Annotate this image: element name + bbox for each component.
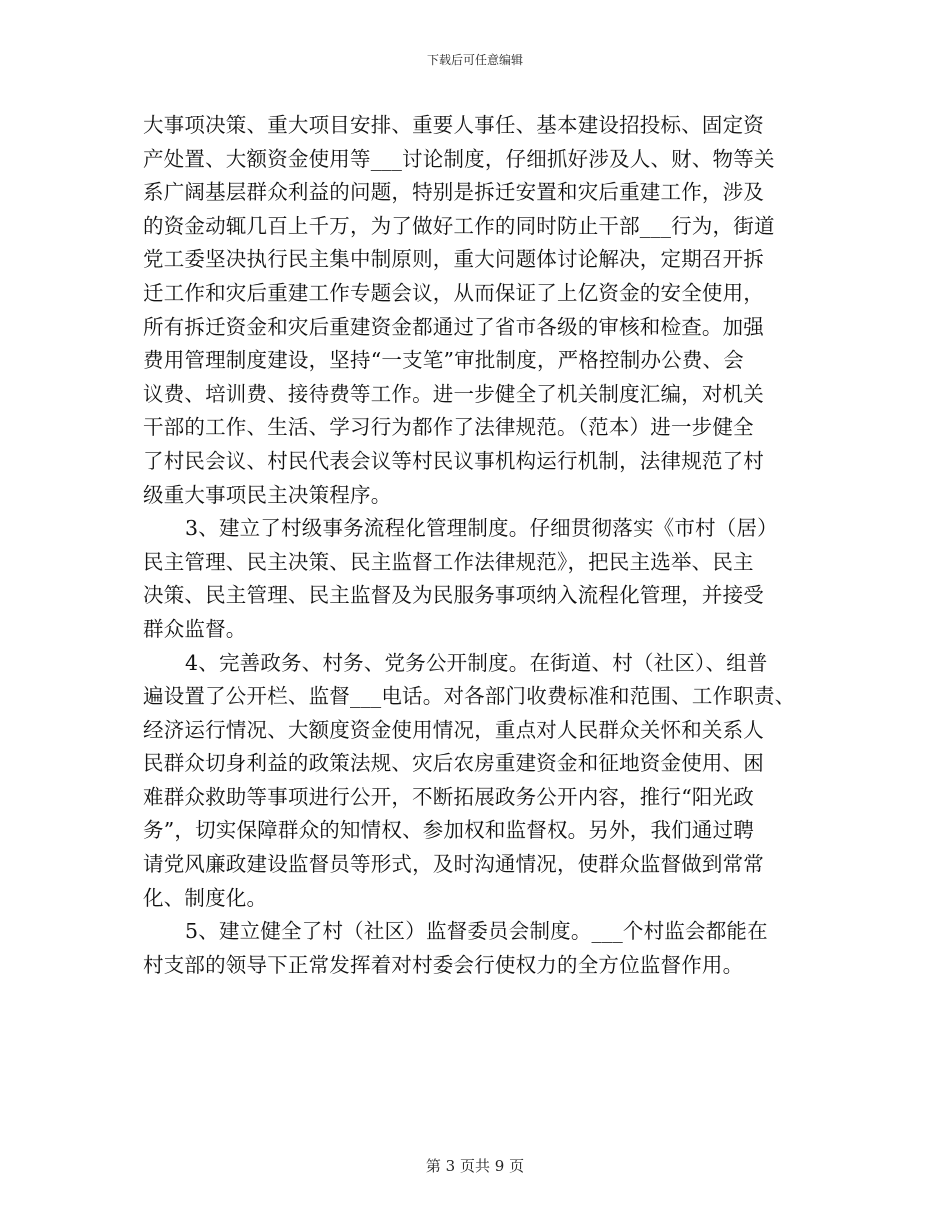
text-line: 经济运行情况、大额度资金使用情况，重点对人民群众关怀和关系人 [143,717,764,742]
text-line: 3、建立了村级事务流程化管理制度。仔细贯彻落实《市村（居） [185,516,778,541]
text-line: 议费、培训费、接待费等工作。进一步健全了机关制度汇编，对机关 [143,381,764,406]
text-line: 大事项决策、重大项目安排、重要人事任、基本建设招投标、固定资 [143,113,764,137]
text-line: 民群众切身利益的政策法规、灾后农房重建资金和征地资金使用、困 [143,751,764,776]
text-line: 务”，切实保障群众的知情权、参加权和监督权。另外，我们通过聘 [143,818,754,843]
text-line: 党工委坚决执行民主集中制原则，重大问题体讨论解决，定期召开拆 [143,247,764,272]
paragraph-4 [143,915,823,982]
text-line: 迁工作和灾后重建工作专题会议，从而保证了上亿资金的安全使用， [143,280,764,305]
text-line: 民主管理、民主决策、民主监督工作法律规范》，把民主选举、民主 [143,549,754,574]
text-line: 4、完善政务、村务、党务公开制度。在街道、村（社区）、组普 [185,650,768,675]
text-line: 化、制度化。 [143,885,268,910]
text-line: 难群众救助等事项进行公开，不断拓展政务公开内容，推行“阳光政 [143,784,754,809]
text-line: 村支部的领导下正常发挥着对村委会行使权力的全方位监督作用。 [143,952,744,977]
text-line: 了村民会议、村民代表会议等村民议事机构运行机制，法律规范了村 [143,448,764,473]
paragraph-3 [143,647,823,916]
text-line: 5、建立健全了村（社区）监督委员会制度。___个村监会都能在 [185,919,768,944]
text-line: 系广阔基层群众利益的问题，特别是拆迁安置和灾后重建工作，涉及 [143,180,764,205]
text-line: 费用管理制度建设，坚持“一支笔”审批制度，严格控制办公费、会 [143,348,744,373]
page-header: 下载后可任意编辑 [426,53,523,67]
text-line: 群众监督。 [143,616,247,641]
paragraph-1 [143,109,823,512]
text-line: 所有拆迁资金和灾后重建资金都通过了省市各级的审核和检查。加强 [143,314,764,339]
text-line: 请党风廉政建设监督员等形式，及时沟通情况，使群众监督做到常常 [143,852,764,877]
text-line: 遍设置了公开栏、监督___电话。对各部门收费标准和范围、工作职责、 [143,684,796,709]
text-line: 决策、民主管理、民主监督及为民服务事项纳入流程化管理，并接受 [143,583,764,608]
page-number: 第 3 页共 9 页 [425,1157,525,1175]
text-line: 干部的工作、生活、学习行为都作了法律规范。（范本）进一步健全 [143,415,754,440]
text-line: 产处置、大额资金使用等___讨论制度，仔细抓好涉及人、财、物等关 [143,146,775,171]
text-line: 级重大事项民主决策程序。 [143,482,392,507]
text-line: 的资金动辄几百上千万，为了做好工作的同时防止干部___行为，街道 [143,213,775,238]
document-body [143,109,823,982]
paragraph-2 [143,512,823,646]
